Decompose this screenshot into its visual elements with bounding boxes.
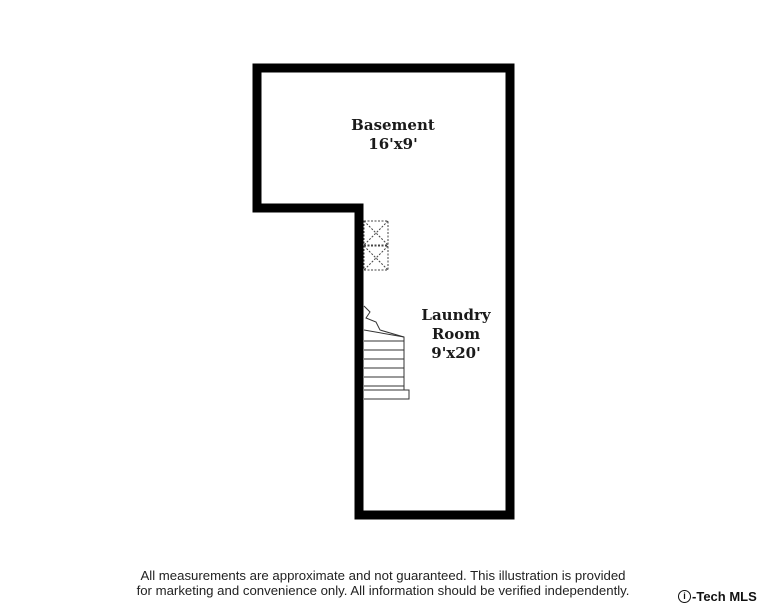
brand-text: Tech MLS [696,588,757,604]
disclaimer-text [110,568,656,598]
info-circle-icon: i [678,590,691,603]
brand-dash: - [692,588,697,604]
staircase [364,306,409,399]
closet-boxes [364,221,388,270]
laundry-size: 9'x20' [431,344,481,362]
basement-size: 16'x9' [368,135,418,153]
laundry-room-label [404,306,508,363]
disclaimer-line-2: for marketing and convenience only. All information should be verified independently. [136,583,630,598]
laundry-name-line1: Laundry [421,306,491,324]
disclaimer-line-1: All measurements are approximate and not guaranteed. This illustration is provided [140,568,626,583]
basement-name: Basement [351,116,435,134]
laundry-name-line2: Room [431,325,481,343]
basement-label [330,116,456,154]
brand-logo [678,588,757,604]
